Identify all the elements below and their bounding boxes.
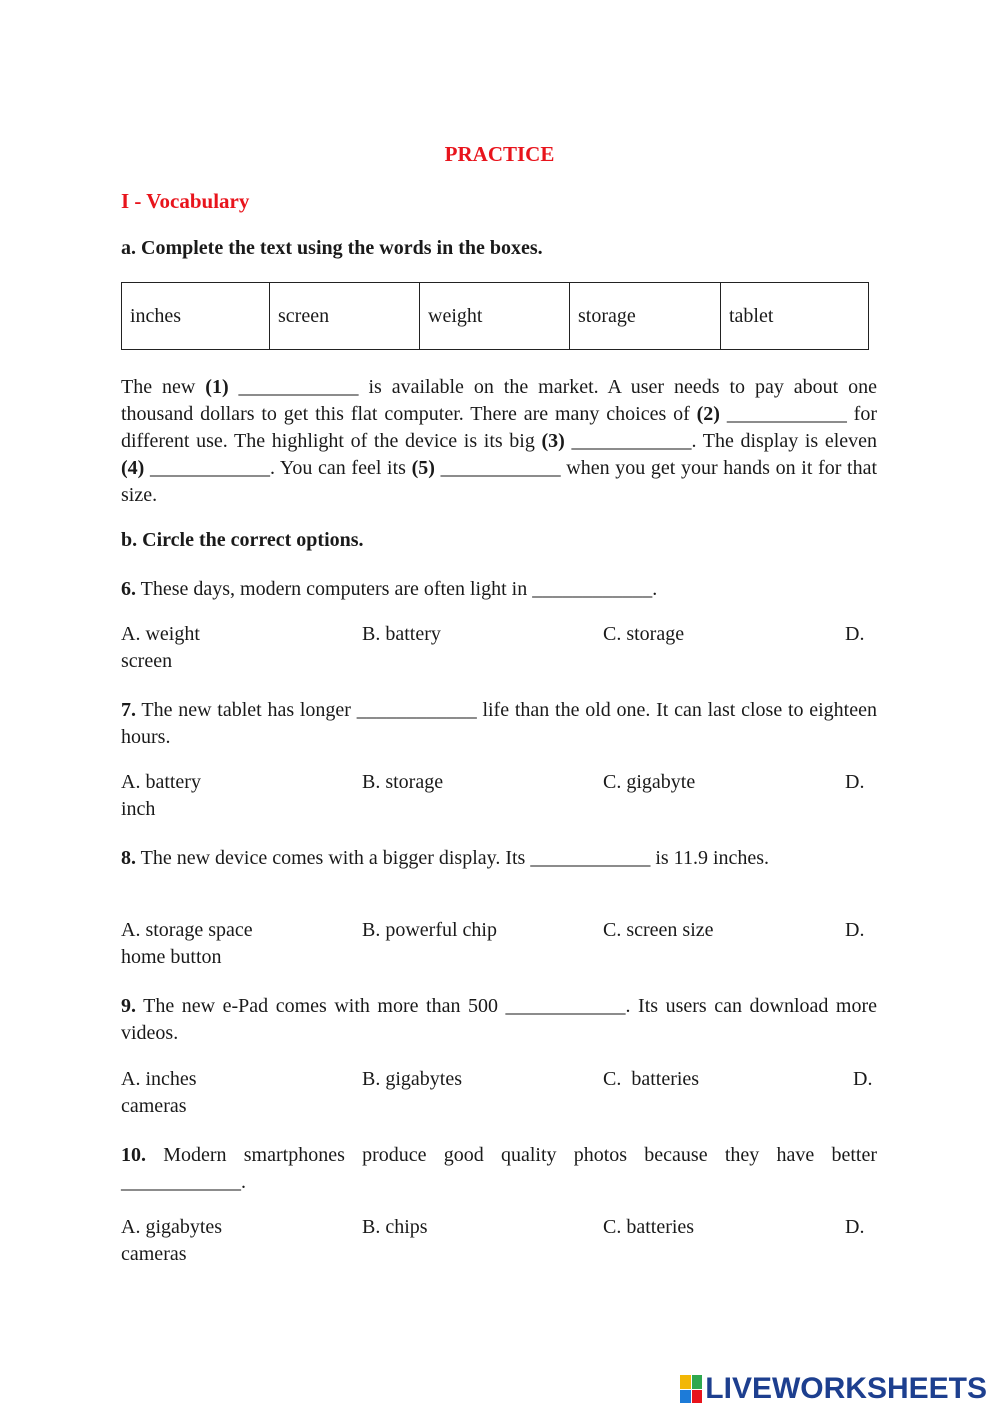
gap-fill-paragraph: The new (1) ____________ is available on the market. A user needs to pay about one thousand dollars to get this flat computer. There are many choices of (2) ____________ for different use. The highlight of the device is its big (3) ____________. The display is eleven (4) ____________. You can feel its (5) ____________ when you get your hands on it for that size. — [121, 376, 878, 506]
option-d[interactable]: D. — [845, 771, 865, 793]
option-a[interactable]: A. weight — [121, 623, 200, 645]
question-6: 6. These days, modern computers are often light in ____________. — [121, 578, 658, 600]
logo-mark-square — [680, 1375, 691, 1389]
question-10: 10. Modern smartphones produce good quality photos because they have better ____________. — [121, 1144, 877, 1193]
option-b[interactable]: B. gigabytes — [362, 1068, 462, 1090]
question-number: 8. — [121, 847, 136, 869]
section-heading: I - Vocabulary — [121, 189, 250, 213]
question-7: 7. The new tablet has longer ____________ life than the old one. It can last close to eighteen hours. — [121, 699, 877, 748]
word-box-cell: screen — [270, 283, 420, 350]
gap-label: (4) — [121, 457, 145, 479]
question-number: 9. — [121, 995, 136, 1017]
question-number: 7. — [121, 699, 136, 721]
answer-blank[interactable]: ____________ — [532, 578, 653, 600]
blank-4[interactable]: ____________ — [150, 457, 270, 479]
option-d[interactable]: D. — [853, 1068, 873, 1090]
blank-5[interactable]: ____________ — [440, 457, 561, 479]
word-box — [121, 282, 869, 350]
word-box-cell: inches — [122, 283, 270, 350]
option-b[interactable]: B. battery — [362, 623, 441, 645]
option-c[interactable]: C. batteries — [603, 1216, 695, 1238]
option-a[interactable]: A. inches — [121, 1068, 197, 1090]
answer-blank[interactable]: ____________ — [530, 847, 651, 869]
option-b[interactable]: B. chips — [362, 1216, 428, 1238]
logo-mark-icon — [680, 1375, 702, 1403]
gap-label: (2) — [696, 403, 720, 425]
gap-label: (1) — [205, 376, 229, 398]
logo-mark-square — [692, 1390, 703, 1404]
option-d-text[interactable]: home button — [121, 946, 222, 968]
option-d[interactable]: D. — [845, 1216, 865, 1238]
question-number: 10. — [121, 1144, 146, 1166]
option-d-text[interactable]: cameras — [121, 1243, 187, 1265]
gap-label: (5) — [411, 457, 435, 479]
option-d-text[interactable]: screen — [121, 650, 173, 672]
question-number: 6. — [121, 578, 136, 600]
option-d-text[interactable]: inch — [121, 798, 156, 820]
instruction-a: a. Complete the text using the words in the boxes. — [121, 237, 543, 259]
option-b[interactable]: B. storage — [362, 771, 444, 793]
answer-blank[interactable]: ____________ — [121, 1171, 241, 1193]
word-box-cell: storage — [570, 283, 721, 350]
blank-2[interactable]: ____________ — [726, 403, 847, 425]
page-title: PRACTICE — [444, 142, 555, 166]
option-c[interactable]: C. batteries — [603, 1068, 700, 1090]
option-c[interactable]: C. gigabyte — [603, 771, 696, 793]
option-b[interactable]: B. powerful chip — [362, 919, 497, 941]
option-d[interactable]: D. — [845, 623, 865, 645]
question-9: 9. The new e-Pad comes with more than 500 ____________. Its users can download more videos. — [121, 995, 877, 1044]
blank-1[interactable]: ____________ — [238, 376, 359, 398]
logo-text: LIVEWORKSHEETS — [705, 1372, 987, 1405]
answer-blank[interactable]: ____________ — [356, 699, 477, 721]
option-a[interactable]: A. storage space — [121, 919, 253, 941]
logo-mark-square — [692, 1375, 703, 1389]
option-a[interactable]: A. battery — [121, 771, 201, 793]
gap-label: (3) — [541, 430, 565, 452]
liveworksheets-logo[interactable] — [680, 1372, 987, 1406]
option-d[interactable]: D. — [845, 919, 865, 941]
question-8: 8. The new device comes with a bigger display. Its ____________ is 11.9 inches. — [121, 847, 770, 869]
option-c[interactable]: C. storage — [603, 623, 685, 645]
logo-mark-square — [680, 1390, 691, 1404]
option-d-text[interactable]: cameras — [121, 1095, 187, 1117]
word-box-cell: weight — [420, 283, 570, 350]
word-box-cell: tablet — [721, 283, 869, 350]
blank-3[interactable]: ____________ — [571, 430, 692, 452]
instruction-b: b. Circle the correct options. — [121, 529, 364, 551]
option-c[interactable]: C. screen size — [603, 919, 714, 941]
answer-blank[interactable]: ____________ — [505, 995, 626, 1017]
option-a[interactable]: A. gigabytes — [121, 1216, 223, 1238]
